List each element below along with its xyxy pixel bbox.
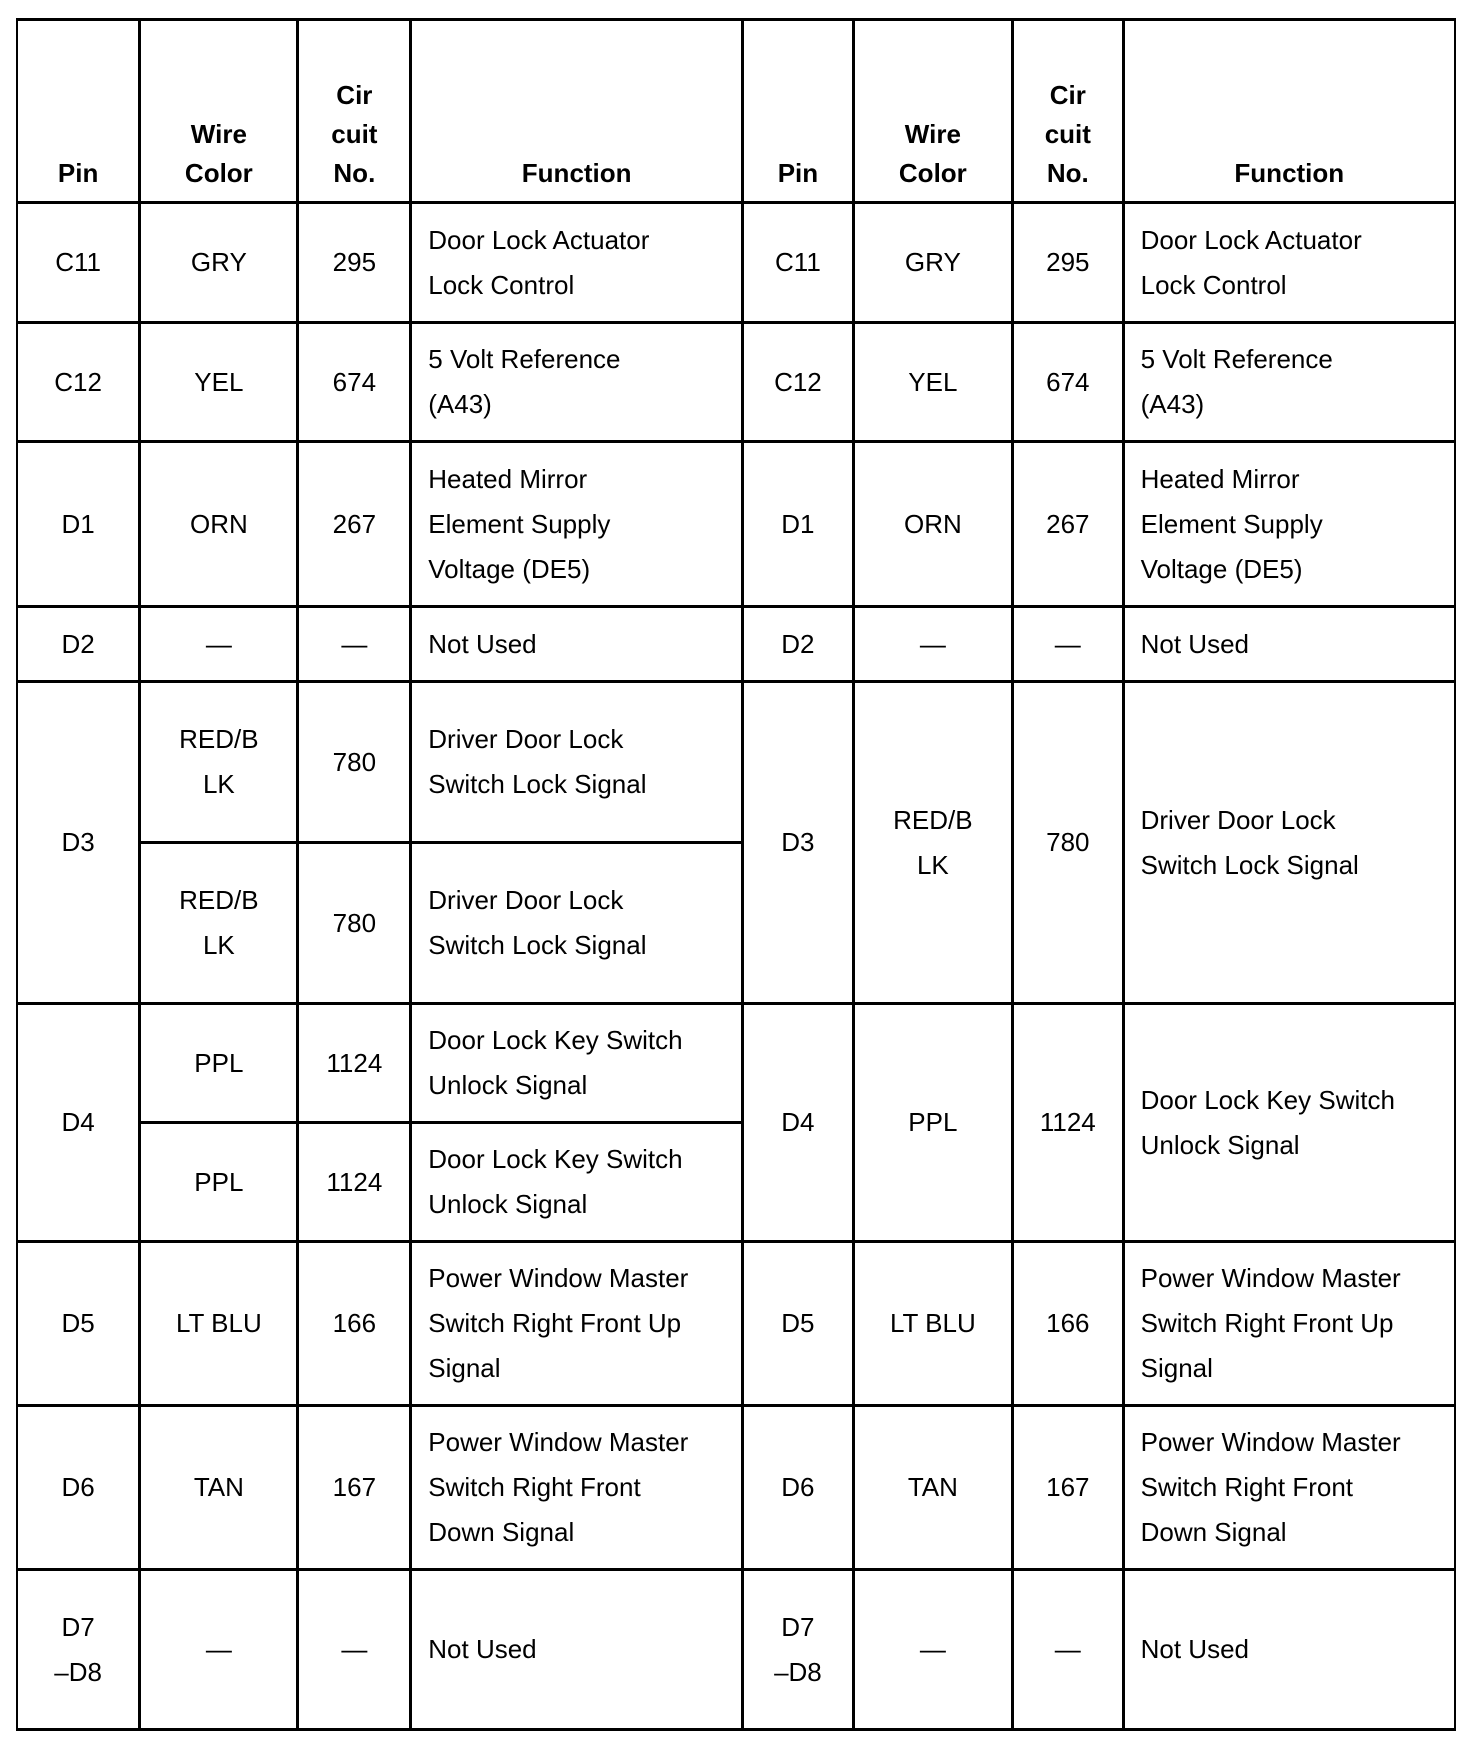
header-row [17, 20, 1455, 203]
wire-color-cell: PPL [853, 1004, 1012, 1242]
wire-color-cell: YEL [140, 323, 298, 442]
function-cell: Power Window Master Switch Right Front Up Signal [411, 1242, 743, 1406]
circuit-no-header: Cir cuit No. [1013, 20, 1124, 203]
circuit-cell: 1124 [1013, 1004, 1124, 1242]
circuit-cell: 1124 [298, 1123, 411, 1242]
function-cell: 5 Volt Reference (A43) [1123, 323, 1455, 442]
circuit-cell: — [298, 1570, 411, 1730]
table-row [17, 203, 1455, 323]
circuit-cell: — [1013, 1570, 1124, 1730]
pin-cell: D3 [743, 682, 854, 1004]
circuit-cell: 780 [1013, 682, 1124, 1004]
wire-color-cell: RED/B LK [140, 843, 298, 1004]
circuit-cell: 267 [298, 442, 411, 607]
wire-color-cell: ORN [853, 442, 1012, 607]
function-cell: Heated Mirror Element Supply Voltage (DE5) [1123, 442, 1455, 607]
function-cell: 5 Volt Reference (A43) [411, 323, 743, 442]
pin-cell: C11 [17, 203, 140, 323]
table-row [17, 1570, 1455, 1730]
circuit-cell: 780 [298, 843, 411, 1004]
circuit-no-header: Cir cuit No. [298, 20, 411, 203]
pin-cell: C12 [17, 323, 140, 442]
circuit-cell: 167 [1013, 1406, 1124, 1570]
wire-color-cell: — [853, 1570, 1012, 1730]
wire-color-cell: PPL [140, 1123, 298, 1242]
pin-cell: D7 –D8 [17, 1570, 140, 1730]
pin-header: Pin [743, 20, 854, 203]
circuit-cell: 166 [1013, 1242, 1124, 1406]
wire-color-cell: TAN [853, 1406, 1012, 1570]
function-cell: Heated Mirror Element Supply Voltage (DE5) [411, 442, 743, 607]
function-cell: Not Used [1123, 607, 1455, 682]
wire-color-header: Wire Color [140, 20, 298, 203]
function-cell: Door Lock Key Switch Unlock Signal [411, 1123, 743, 1242]
circuit-cell: 295 [1013, 203, 1124, 323]
pin-cell: C12 [743, 323, 854, 442]
wire-color-cell: — [853, 607, 1012, 682]
pin-cell: D6 [743, 1406, 854, 1570]
wire-color-cell: — [140, 1570, 298, 1730]
pin-cell: D3 [17, 682, 140, 1004]
table-row [17, 682, 1455, 843]
circuit-cell: 166 [298, 1242, 411, 1406]
function-cell: Door Lock Key Switch Unlock Signal [1123, 1004, 1455, 1242]
circuit-cell: 295 [298, 203, 411, 323]
table-row [17, 442, 1455, 607]
pin-cell: D5 [17, 1242, 140, 1406]
pin-cell: D5 [743, 1242, 854, 1406]
wire-color-cell: GRY [853, 203, 1012, 323]
connector-pinout-table [16, 18, 1456, 1731]
circuit-cell: 674 [1013, 323, 1124, 442]
circuit-cell: 167 [298, 1406, 411, 1570]
function-cell: Not Used [1123, 1570, 1455, 1730]
pin-cell: D4 [17, 1004, 140, 1242]
function-header: Function [1123, 20, 1455, 203]
table-row [17, 607, 1455, 682]
function-cell: Not Used [411, 1570, 743, 1730]
circuit-cell: 1124 [298, 1004, 411, 1123]
function-cell: Door Lock Actuator Lock Control [411, 203, 743, 323]
wire-color-cell: RED/B LK [853, 682, 1012, 1004]
function-cell: Power Window Master Switch Right Front Up Signal [1123, 1242, 1455, 1406]
pin-cell: C11 [743, 203, 854, 323]
wire-color-cell: GRY [140, 203, 298, 323]
pin-cell: D1 [743, 442, 854, 607]
function-header: Function [411, 20, 743, 203]
wire-color-cell: TAN [140, 1406, 298, 1570]
table-row [17, 1242, 1455, 1406]
wire-color-cell: LT BLU [140, 1242, 298, 1406]
wire-color-cell: PPL [140, 1004, 298, 1123]
circuit-cell: — [298, 607, 411, 682]
wire-color-cell: ORN [140, 442, 298, 607]
function-cell: Driver Door Lock Switch Lock Signal [1123, 682, 1455, 1004]
wire-color-header: Wire Color [853, 20, 1012, 203]
wire-color-cell: — [140, 607, 298, 682]
table-row [17, 1004, 1455, 1123]
pin-cell: D4 [743, 1004, 854, 1242]
pin-cell: D1 [17, 442, 140, 607]
circuit-cell: 674 [298, 323, 411, 442]
wire-color-cell: RED/B LK [140, 682, 298, 843]
pin-header: Pin [17, 20, 140, 203]
pin-cell: D6 [17, 1406, 140, 1570]
pin-cell: D2 [743, 607, 854, 682]
table-row [17, 1406, 1455, 1570]
function-cell: Driver Door Lock Switch Lock Signal [411, 843, 743, 1004]
wire-color-cell: YEL [853, 323, 1012, 442]
pin-cell: D7 –D8 [743, 1570, 854, 1730]
function-cell: Door Lock Actuator Lock Control [1123, 203, 1455, 323]
function-cell: Power Window Master Switch Right Front Down Signal [1123, 1406, 1455, 1570]
function-cell: Not Used [411, 607, 743, 682]
function-cell: Driver Door Lock Switch Lock Signal [411, 682, 743, 843]
circuit-cell: — [1013, 607, 1124, 682]
function-cell: Door Lock Key Switch Unlock Signal [411, 1004, 743, 1123]
pin-cell: D2 [17, 607, 140, 682]
function-cell: Power Window Master Switch Right Front Down Signal [411, 1406, 743, 1570]
circuit-cell: 780 [298, 682, 411, 843]
table-row [17, 323, 1455, 442]
wire-color-cell: LT BLU [853, 1242, 1012, 1406]
circuit-cell: 267 [1013, 442, 1124, 607]
